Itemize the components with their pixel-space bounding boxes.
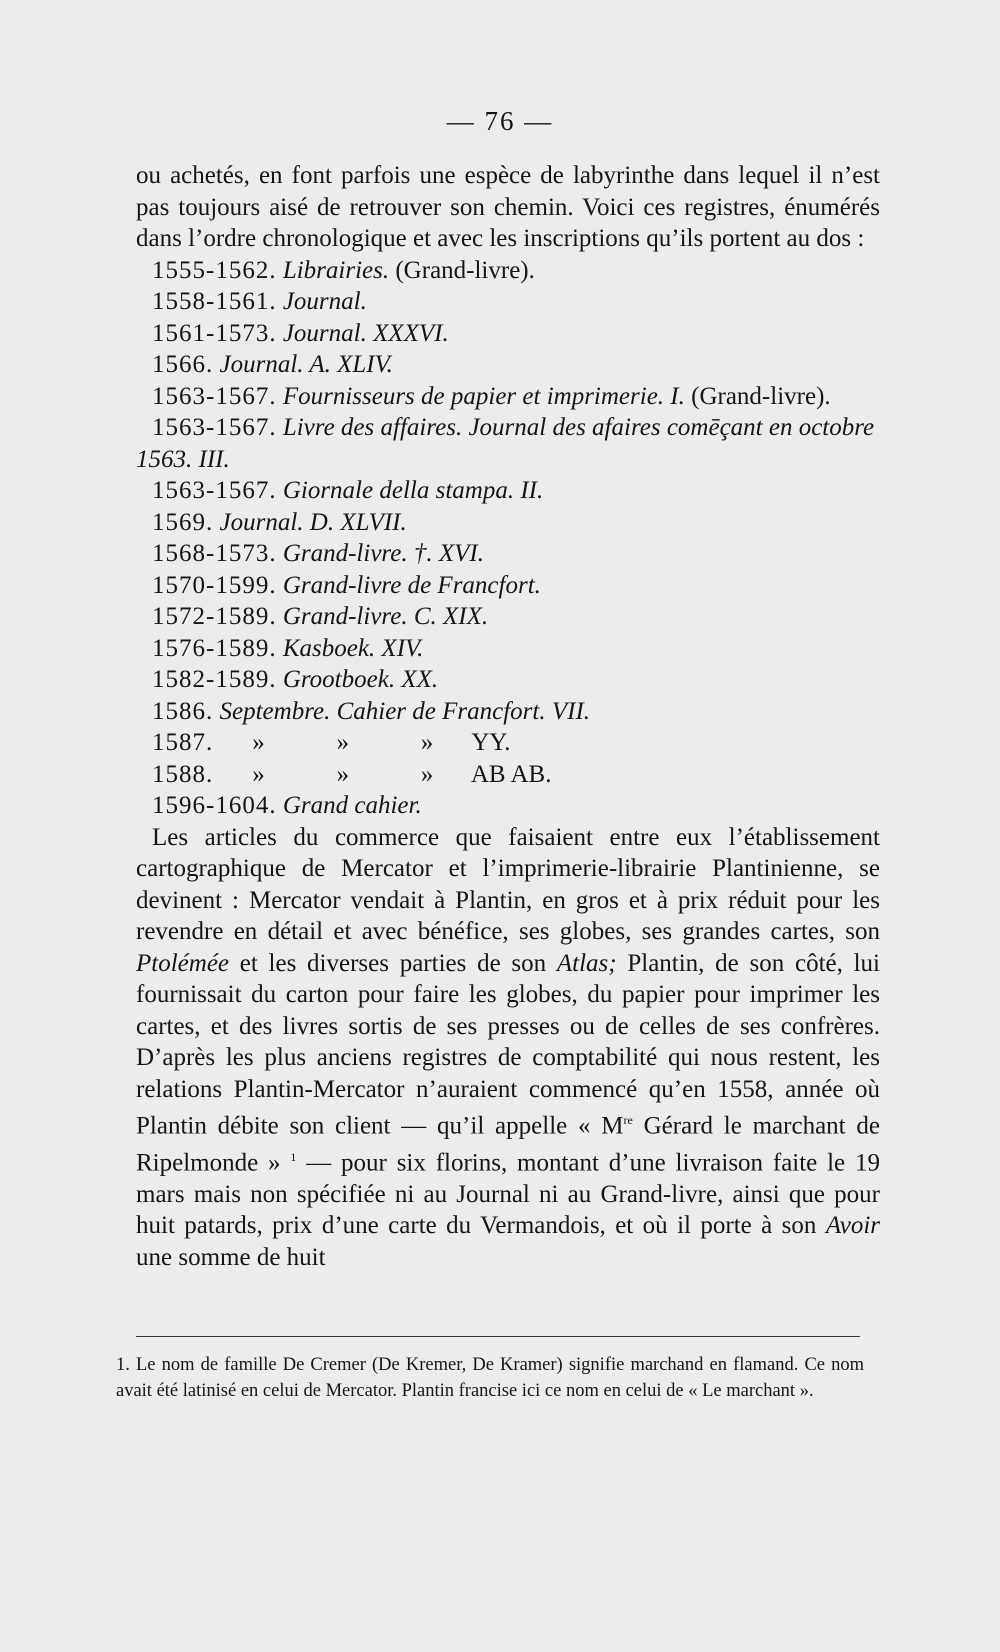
entry-date: 1569. (152, 508, 214, 536)
entry-date: 1563-1567. (152, 414, 277, 441)
body-text: Gérard le marchant de Ripelmonde » (136, 1112, 880, 1177)
superscript: re (623, 1113, 633, 1127)
entry-extra: (Grand-livre). (691, 382, 831, 410)
footnote-text: Le nom de famille De Cremer (De Kremer, De Kramer) signifie marchand en flamand. Ce nom avait été latinisé en celui de Mercator. Plantin francise ici ce nom en celui de « Le marchant ». (116, 1355, 865, 1401)
entry-title: Livre des affaires. Journal des afaires comēçant en octobre 1563. III. (136, 414, 875, 473)
entry-date: 1561-1573. (152, 319, 277, 347)
entry-date: 1587. (152, 729, 214, 756)
body-text: Les articles du commerce que faisaient entre eux l’établissement cartographique de Mercator et l’imprimerie-librairie Plantinienne, se devinent : Mercator vendait à Plantin, en gros et à prix réduit pour les revendre en détail et avec bénéfice, ses globes, ses grandes cartes, son (136, 823, 880, 945)
entry-date: 1586. (152, 697, 214, 725)
entry-date: 1563-1567. (152, 382, 277, 410)
entry-title: Journal. XXXVI. (282, 319, 449, 347)
entry-date: 1555-1562. (152, 256, 277, 284)
entry-date: 1563-1567. (152, 477, 277, 504)
register-entry (136, 349, 880, 381)
entry-title: Journal. (282, 288, 367, 315)
register-entry-ditto (136, 759, 880, 791)
ditto-mark: » (336, 760, 349, 788)
ditto-mark: » (336, 729, 349, 756)
entry-title: Grand-livre. C. XIX. (282, 603, 489, 630)
register-entry (136, 601, 880, 633)
entry-code: YY. (471, 729, 511, 756)
body-italic: Ptolémée (136, 949, 230, 977)
footnote-reference: 1 (290, 1149, 297, 1164)
entry-date: 1572-1589. (152, 603, 277, 630)
entry-date: 1596-1604. (152, 792, 277, 819)
entry-title: Fournisseurs de papier et imprimerie. I. (282, 382, 685, 410)
register-entry (136, 696, 880, 728)
ditto-mark: » (420, 760, 434, 788)
entry-title: Septembre. Cahier de Francfort. VII. (219, 697, 591, 725)
entry-date: 1566. (152, 351, 214, 378)
entry-title: Giornale della stampa. II. (282, 477, 544, 504)
entry-title: Grootboek. XX. (282, 666, 439, 693)
entry-date: 1588. (152, 760, 214, 788)
entry-date: 1576-1589. (152, 634, 277, 662)
body-text: une somme de huit (136, 1243, 326, 1271)
ditto-mark: » (252, 760, 265, 788)
register-entry (136, 507, 880, 539)
entry-title: Grand-livre de Francfort. (282, 571, 541, 599)
register-entry (136, 255, 880, 287)
ditto-mark: » (252, 729, 265, 756)
register-entry (136, 538, 880, 570)
register-entry (136, 318, 880, 350)
register-entry-ditto (136, 727, 880, 759)
entry-extra: (Grand-livre). (395, 256, 535, 284)
register-entry (136, 475, 880, 507)
register-list (136, 255, 880, 822)
entry-date: 1558-1561. (152, 288, 277, 315)
entry-date: 1570-1599. (152, 571, 277, 599)
footnote-divider (136, 1336, 860, 1337)
body-text: — pour six florins, montant d’une livraison faite le 19 mars mais non spécifiée ni au Journal ni au Grand-livre, ainsi que pour huit patards, prix d’une carte du Vermandois, et où il porte à son (136, 1149, 880, 1240)
entry-code: AB AB. (470, 760, 552, 788)
main-text (136, 160, 880, 1273)
entry-date: 1568-1573. (152, 540, 277, 567)
footnote (116, 1352, 864, 1404)
body-paragraph (136, 822, 880, 1274)
register-entry (136, 570, 880, 602)
body-text: et les diverses parties de son (229, 949, 557, 977)
page-number: — 76 — (446, 106, 554, 136)
register-entry (136, 633, 880, 665)
footnote-number: 1. (116, 1355, 130, 1375)
body-italic: Atlas; (556, 949, 617, 977)
entry-title: Grand-livre. †. XVI. (282, 540, 484, 567)
register-entry (136, 790, 880, 822)
entry-title: Kasboek. XIV. (282, 634, 424, 662)
register-entry (136, 381, 880, 413)
register-entry (136, 664, 880, 696)
entry-title: Grand cahier. (282, 792, 422, 819)
body-text: Plantin, de son côté, lui fournissait du carton pour faire les globes, du papier pour imprimer les cartes, et des livres sortis de ses presses ou de celles de ses confrères. D’après les plus anciens registres de comptabilité qui nous restent, les relations Plantin-Mercator n’auraient commencé qu’en 1558, année où Plantin débite son client — qu’il appelle « M (136, 949, 880, 1140)
register-entry (136, 412, 880, 475)
entry-title: Librairies. (282, 256, 390, 284)
entry-date: 1582-1589. (152, 666, 277, 693)
body-italic: Avoir (825, 1212, 880, 1240)
entry-title: Journal. A. XLIV. (219, 351, 393, 378)
ditto-mark: » (420, 729, 434, 756)
register-entry (136, 286, 880, 318)
intro-paragraph: ou achetés, en font parfois une espèce de labyrinthe dans lequel il n’est pas toujours aisé de retrouver son chemin. Voici ces registres, énumérés dans l’ordre chronologique et avec les inscriptions qu’ils portent au dos : (136, 162, 880, 252)
entry-title: Journal. D. XLVII. (219, 508, 407, 536)
